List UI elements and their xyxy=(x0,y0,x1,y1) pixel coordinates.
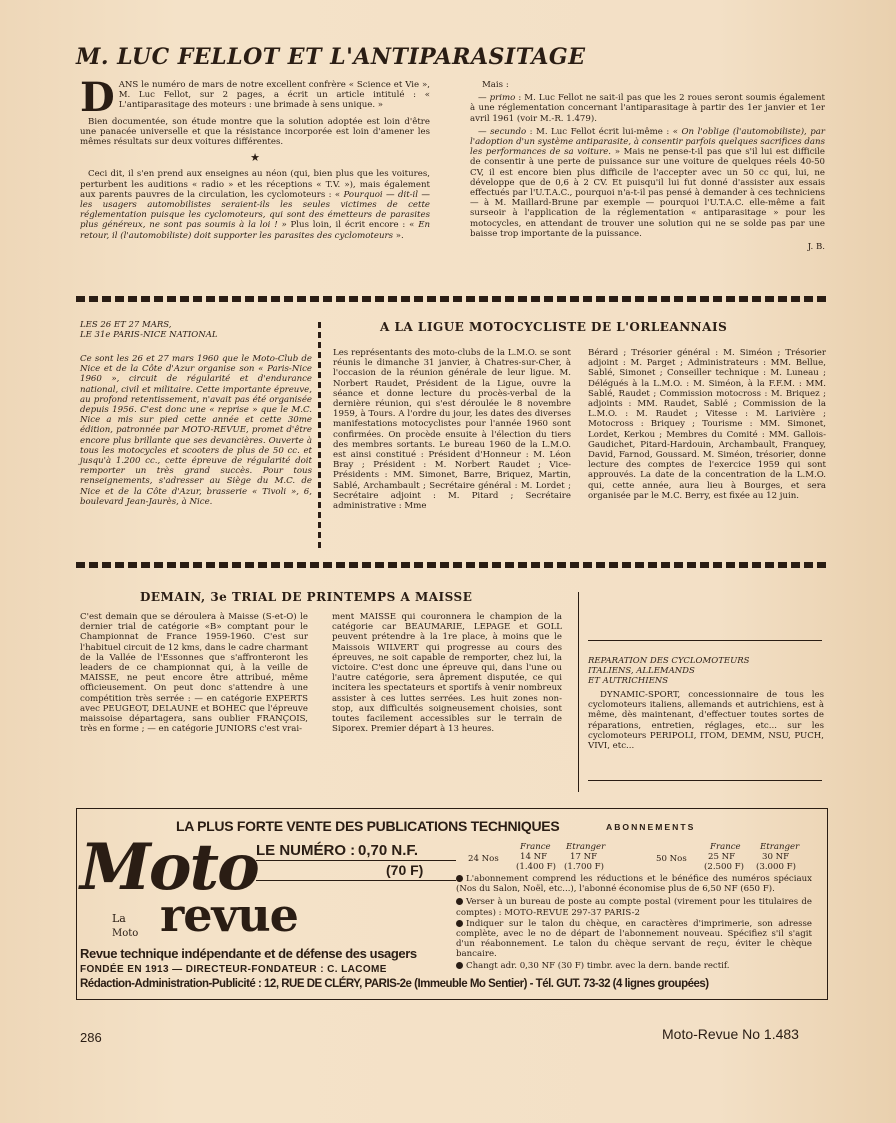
bullet-icon xyxy=(456,875,463,882)
row2-etranger: 30 NF xyxy=(762,852,790,862)
wavy-divider xyxy=(76,562,826,568)
price-old: (70 F) xyxy=(386,862,424,878)
col-etranger: Etranger xyxy=(566,842,606,852)
row2-label: 50 Nos xyxy=(656,854,687,864)
paris-nice-text: Ce sont les 26 et 27 mars 1960 que le Moto-Club de Nice et de la Côte d'Azur organise son « Paris-Nice 1960 », circuit de régularité et d'endurance national, civil et militaire. Cette importante épreuve, au profond retentissement, n'avait pas été organisée depuis 1956. C'est donc une « reprise » que le M.C. Nice a mis sur pied cette année et cette 30me édition, patronnée par MOTO-REVUE, promet d'être encore plus brillante que ses devancières. Ouverte à tous les motocycles et scooters de plus de 50 cc. et jusqu'à 1.200 cc., cette épreuve de régularité doit remporter un très grand succès. Pour tous renseignements, s'adresser au Siège du M.C. de Nice et de la Côte d'Azur, brasserie « Tivoli », 6, boulevard Jean-Jaurès, à Nice. xyxy=(80,354,312,507)
col-france: France xyxy=(710,842,741,852)
trial-col1: C'est demain que se déroulera à Maisse (S-et-O) le dernier trial de catégorie «B» comptant pour le Championnat de France 1959-1960. C'est sur l'habituel circuit de 12 kms, dans le cadre charmant de la Vallée de l'Essonnes que s'affronteront les leaders de ce championnat qui, à la veille de MAISSE, ne peut encore être attribué, même officieusement. On peut donc s'attendre à une compétition très serrée : — en catégorie EXPERTS avec PEUGEOT, DELAUNE et BOHEC que l'épreuve maissoise départagera, sans oublier FRANÇOIS, très en forme ; — en catégorie JUNIORS c'est vrai- xyxy=(80,612,308,735)
masthead-tagline: LA PLUS FORTE VENTE DES PUBLICATIONS TECHNIQUES xyxy=(176,818,560,834)
rule xyxy=(588,640,822,641)
abonnement-note: L'abonnement comprend les réductions et le bénéfice des numéros spéciaux (Nos du Salon, Noël, etc...), l'abonné économise plus de 6,50 NF (650 F). xyxy=(456,874,812,895)
col-etranger: Etranger xyxy=(760,842,800,852)
page-number: 286 xyxy=(80,1030,102,1045)
ligue-col2: Bérard ; Trésorier général : M. Siméon ; Trésorier adjoint : M. Parget ; Administrateurs : MM. Bellue, Sablé, Simonet ; Conseiller technique : M. Luneau ; Délégués à la L.M.O. : M. Siméon, à la F.F.M. : MM. Sablé, Raudet ; Commission motocross : M. Briquez ; adjoints : MM. Raudet, Sablé ; Commission de la L.M.O. : M. Raudet ; Vitesse : M. Larivière ; Motocross : Briquey ; Tourisme : MM. Simonet, Lordet, Kerkou ; Membres du Comité : MM. Gallois-Gaudichet, Pitard-Hardouin, Archambault, Franquey, David, Farnod, Goussard. M. Siméon, trésorier, donne lecture des comptes de l'exercice 1959 qui sont approuvés. La date de la concentration de la L.M.O. qui, cette année, aura lieu à Bourges, et sera organisée par le M.C. Berry, est fixée au 12 juin. xyxy=(588,348,826,501)
abonnement-note: Indiquer sur le talon du chèque, en caractères d'imprimerie, son adresse complète, avec le no de départ de l'abonnement nouveau. Spécifiez s'il s'agit d'un réabonnement. Le talon du chèque servant de reçu, éviter le chèque bancaire. xyxy=(456,918,812,960)
masthead-founded: FONDÉE EN 1913 — DIRECTEUR-FONDATEUR : C. LACOME xyxy=(80,964,387,975)
article-paragraph: Ceci dit, il s'en prend aux enseignes au néon (qui, bien plus que les voitures, perturbent les auditions « radio » et les réceptions « T.V. »), mais également aux parents pauvres de la circulation, les cyclomoteurs : « Pourquoi — dit-il — les usagers automobilistes seraient-ils les seules victimes de cette réglementation puisque les cyclomoteurs, qui sont des émetteurs de parasites plus généreux, ne sont pas soumis à la loi ! » Plus loin, il écrit encore : « En retour, il (l'automobiliste) doit supporter les parasites des cyclomoteurs ». xyxy=(80,169,430,241)
masthead-address: Rédaction-Administration-Publicité : 12, RUE DE CLÉRY, PARIS-2e (Immeuble Mo Sentier) - Tél. GUT. 73-32 (4 lignes groupées) xyxy=(80,978,709,990)
paris-nice-heading-1: LES 26 ET 27 MARS, xyxy=(80,320,172,330)
abonnement-note: Changt adr. 0,30 NF (30 F) timbr. avec la dern. bande rectif. xyxy=(466,960,730,971)
issue-number: Moto-Revue No 1.483 xyxy=(662,1026,799,1042)
col-france: France xyxy=(520,842,551,852)
abonnements-notes xyxy=(456,874,812,971)
wavy-divider xyxy=(76,296,826,302)
row1-france-old: (1.400 F) xyxy=(516,862,557,872)
trial-heading: DEMAIN, 3e TRIAL DE PRINTEMPS A MAISSE xyxy=(140,590,473,604)
article-paragraph: Bien documentée, son étude montre que la solution adoptée est loin d'être une panacée universelle et que la résistance incorporée est loin d'amener les mêmes résultats sur deux voitures différentes. xyxy=(80,116,430,148)
row2-france-old: (2.500 F) xyxy=(704,862,745,872)
column-rule xyxy=(578,592,579,792)
rule xyxy=(256,880,456,881)
reparation-heading-1: REPARATION DES CYCLOMOTEURS xyxy=(588,656,750,666)
article-antiparasitage-col1 xyxy=(80,74,430,244)
rule xyxy=(588,780,822,781)
article-paragraph: ANS le numéro de mars de notre excellent confrère « Science et Vie », M. Luc Fellot, sur 2 pages, a écrit un article intitulé : « L'antiparasitage des moteurs : une brimade à sens unique. » xyxy=(118,80,430,111)
row1-etranger-old: (1.700 F) xyxy=(564,862,605,872)
abonnements-heading: ABONNEMENTS xyxy=(606,822,696,832)
bullet-icon xyxy=(456,920,463,927)
wavy-column-divider xyxy=(318,322,321,550)
reparation-text: DYNAMIC-SPORT, concessionnaire de tous les cyclomoteurs italiens, allemands et autrichiens, est à même, dès maintenant, d'effectuer toutes sortes de réparations, entretien, réglages, etc... sur les cyclomoteurs PERIPOLI, ITOM, DEMM, NSU, PUCH, VIVI, etc... xyxy=(588,690,824,752)
ligue-col1: Les représentants des moto-clubs de la L.M.O. se sont réunis le dimanche 31 janvier, à Chatres-sur-Cher, à l'occasion de la réunion générale de leur ligue. M. Norbert Raudet, Président de la Ligue, ouvre la séance et donne lecture du procès-verbal de la dernière réunion, qui s'est déroulée le 8 novembre 1959, à Tours. A l'ordre du jour, les dates des diverses manifestations motocyclistes pour l'année 1960 sont confirmées. On procède ensuite à l'élection du tiers des membres sortants. Le bureau 1960 de la L.M.O. est ainsi constitué : Président d'Honneur : M. Léon Bray ; Président : M. Norbert Raudet ; Vice-Présidents : MM. Simonet, Barre, Briquez, Martin, Sablé, Archambault ; Secrétaire général : M. Lordet ; Secrétaire adjoint : M. Pitard ; Secrétaire administrative : Mme xyxy=(333,348,571,512)
price: 0,70 N.F. xyxy=(358,842,419,859)
page-title: M. LUC FELLOT ET L'ANTIPARASITAGE xyxy=(76,44,586,70)
bullet-icon xyxy=(456,898,463,905)
rule xyxy=(256,860,456,861)
paris-nice-heading-2: LE 31e PARIS-NICE NATIONAL xyxy=(80,330,218,340)
row2-etranger-old: (3.000 F) xyxy=(756,862,797,872)
masthead-subtitle: Revue technique indépendante et de défense des usagers xyxy=(80,946,417,961)
logo-la: La xyxy=(112,912,126,925)
trial-col2: ment MAISSE qui couronnera le champion de la catégorie car BEAUMARIE, LEPAGE et GOLL peuvent prétendre à la 1re place, à moins que le Maissois WILVERT qui progresse au cours des épreuves, ne soit capable de remporter, chez lui, la victoire. C'est donc une épreuve qui, dans l'une ou l'autre catégorie, sera âprement disputée, ce qui incitera les spectateurs et sportifs à venir nombreux assister à ces luttes serrées. Les huit zones non-stop, aux difficultés soigneusement choisies, sont toutes facilement accessibles sur le terrain de Siporex. Premier départ à 13 heures. xyxy=(332,612,562,735)
logo-moto: Moto xyxy=(80,830,258,905)
row2-france: 25 NF xyxy=(708,852,736,862)
bullet-icon xyxy=(456,962,463,969)
price-label: LE NUMÉRO : xyxy=(256,842,356,859)
logo-moto-small: Moto xyxy=(112,928,139,939)
article-paragraph: — primo : M. Luc Fellot ne sait-il pas que les 2 roues seront soumis également à une réglementation concernant l'antiparasitage à partir des 1er janvier et 1er avril 1961 (voir M.-R. 1.479). xyxy=(470,93,825,124)
article-antiparasitage-col2 xyxy=(470,80,825,252)
drop-cap: D xyxy=(80,74,115,121)
abonnement-note: Verser à un bureau de poste au compte postal (virement pour les titulaires de comptes) : MOTO-REVUE 297-37 PARIS-2 xyxy=(456,897,812,918)
reparation-heading-2: ITALIENS, ALLEMANDS xyxy=(588,666,695,676)
article-reparation xyxy=(588,656,824,751)
row1-label: 24 Nos xyxy=(468,854,499,864)
row1-etranger: 17 NF xyxy=(570,852,598,862)
article-paris-nice xyxy=(80,320,312,507)
article-paragraph: Mais : xyxy=(482,80,509,90)
signature: J. B. xyxy=(807,242,825,253)
row1-france: 14 NF xyxy=(520,852,548,862)
logo-revue: revue xyxy=(160,888,298,942)
article-paragraph: — secundo : M. Luc Fellot écrit lui-même : « On l'oblige (l'automobiliste), par l'adoption d'un système antiparasite, à consentir parfois quelques sacrifices dans les performances de sa voiture. » Mais ne pense-t-il pas que s'il lui est difficile de consentir à une perte de puissance sur une voiture de quelques réels 40-50 CV, il est encore bien plus difficile de l'accepter avec un 50 cc qui, lui, ne développe que de 0,6 à 2 CV. Et puisqu'il lui fut donné d'assister aux essais effectués par l'U.T.A.C., pourquoi n'a-t-il pas pensé à demander à ces techniciens — à M. Maillard-Brune par exemple — pourquoi l'U.T.A.C. elle-même a fait surseoir à l'application de la réglementation « antiparasitage » pour les motocycles, en attendant de trouver une solution qui ne se solde pas par une baisse trop importante de la puissance. xyxy=(470,126,825,239)
star-separator: ★ xyxy=(250,151,260,165)
reparation-heading-3: ET AUTRICHIENS xyxy=(588,676,669,686)
ligue-heading: A LA LIGUE MOTOCYCLISTE DE L'ORLEANNAIS xyxy=(380,320,728,334)
